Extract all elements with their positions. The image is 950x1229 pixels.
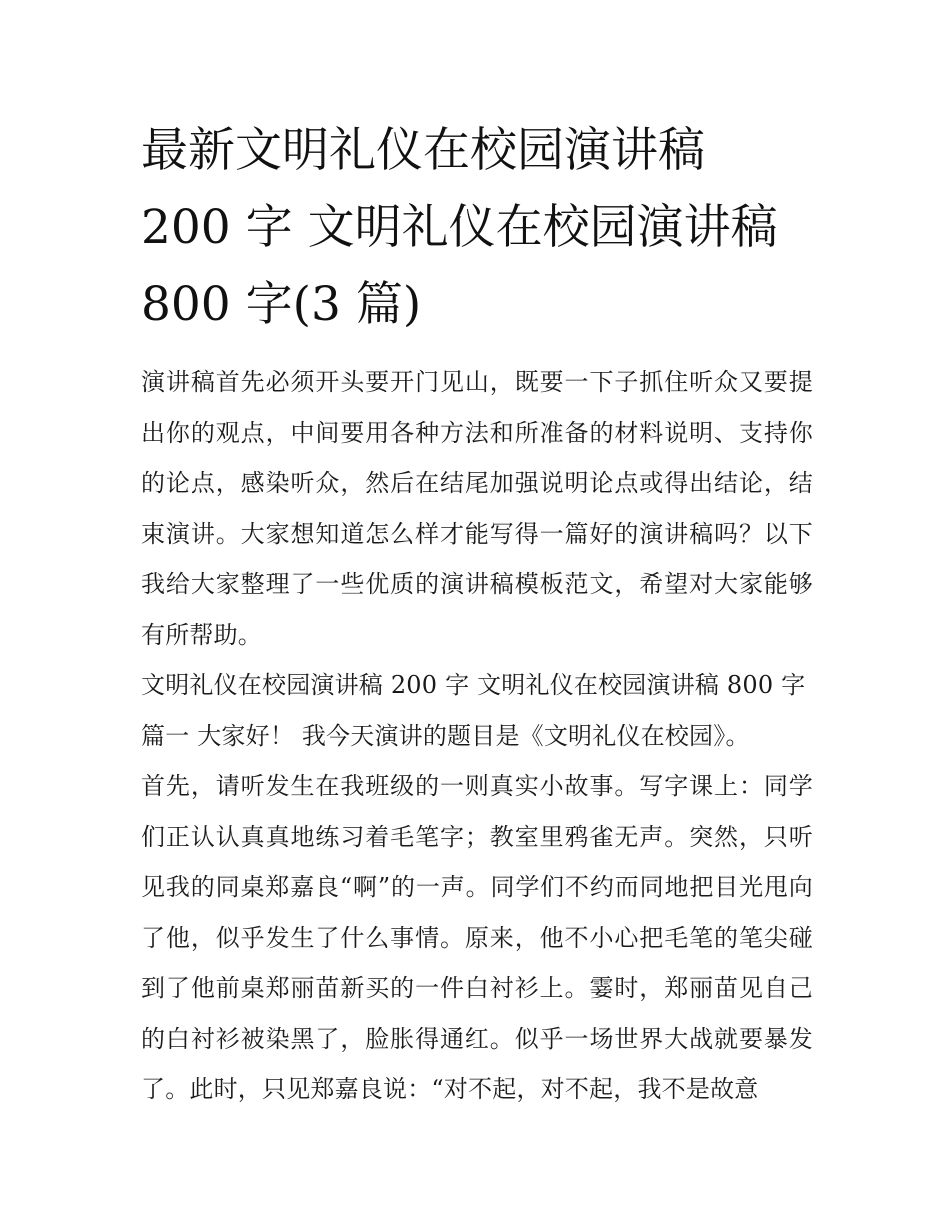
document-body (141, 357, 813, 1115)
document-content (141, 112, 813, 1115)
subtitle-paragraph: 文明礼仪在校园演讲稿 200 字 文明礼仪在校园演讲稿 800 字 (141, 671, 806, 699)
story-paragraph: 首先，请听发生在我班级的一则真实小故事。写字课上：同学们正认认真真地练习着毛笔字；教室里鸦雀无声。突然，只听见我的同桌郑嘉良“啊”的一声。同学们不约而同地把目光甩向了他，似乎发生了什么事情。原来，他不小心把毛笔的笔尖碰到了他前桌郑丽苗新买的一件白衬衫上。霎时，郑丽苗见自己的白衬衫被染黑了，脸胀得通红。似乎一场世界大战就要暴发了。此时，只见郑嘉良说：“对不起，对不起，我不是故意 (141, 772, 813, 1103)
title-line: 200 字 文明礼仪在校园演讲稿 (141, 200, 778, 255)
intro-paragraph: 演讲稿首先必须开头要开门见山，既要一下子抓住听众又要提出你的观点，中间要用各种方法和所准备的材料说明、支持你的论点，感染听众，然后在结尾加强说明论点或得出结论，结束演讲。大家想知道怎么样才能写得一篇好的演讲稿吗？以下我给大家整理了一些优质的演讲稿模板范文，希望对大家能够有所帮助。 (141, 368, 813, 649)
title-line: 最新文明礼仪在校园演讲稿 (141, 123, 705, 178)
opening-paragraph: 篇一 大家好！ 我今天演讲的题目是《文明礼仪在校园》。 (141, 721, 750, 750)
document-title (141, 112, 813, 343)
title-line: 800 字(3 篇) (141, 277, 422, 332)
